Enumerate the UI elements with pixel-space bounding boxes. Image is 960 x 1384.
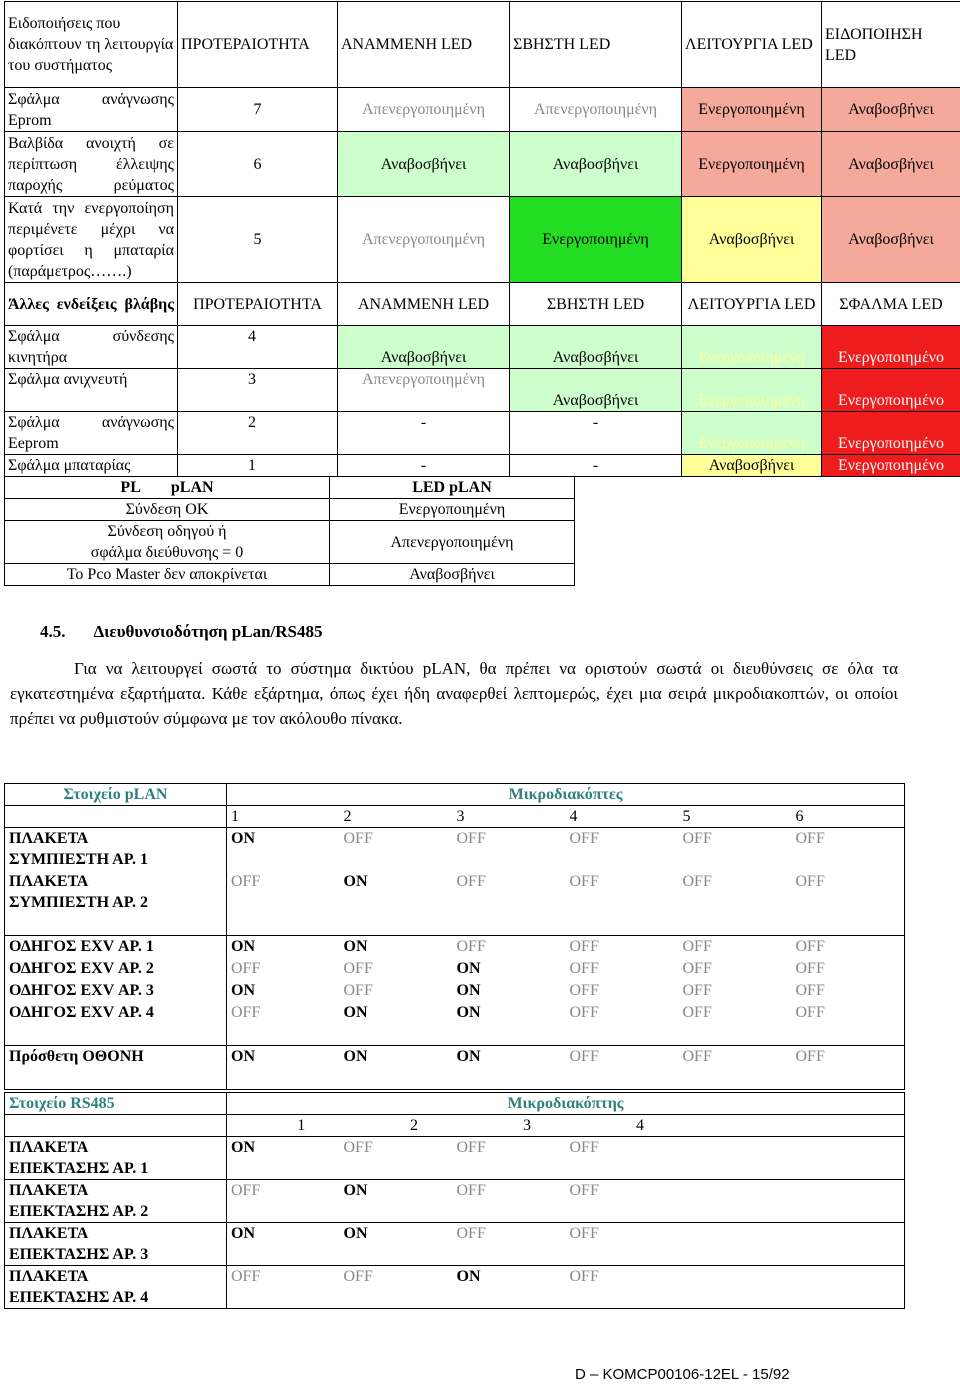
blank-cell (5, 1115, 227, 1137)
header-off-led: ΣΒΗΣΤΗ LED (510, 2, 682, 88)
switch-val: OFF (227, 1002, 340, 1024)
switch-val: ON (340, 936, 453, 958)
row-name: Σφάλμα μπαταρίας (5, 455, 178, 477)
switch-val: OFF (792, 1046, 905, 1068)
switch-val: OFF (679, 936, 792, 958)
switch-val: OFF (682, 960, 712, 977)
plan-led-table (4, 476, 575, 586)
row-priority: 2 (178, 412, 338, 455)
plan-switch-table (4, 783, 905, 1090)
switch-val: OFF (456, 872, 486, 890)
plan-header-plan: pLAN (170, 479, 214, 496)
switch-val: OFF (795, 982, 825, 999)
header-notice-led: ΕΙΔΟΠΟΙΗΣΗ LED (822, 2, 960, 88)
header-on-led: ΑΝΑΜΜΕΝΗ LED (338, 2, 510, 88)
header-notifications: Ειδοποιήσεις που διακόπτουν τη λειτουργία του συστήματος (5, 2, 178, 88)
switch-val: OFF (569, 960, 599, 977)
switch-val: ON (340, 1180, 453, 1223)
plan-header-led: LED pLAN (330, 477, 575, 499)
row-on: Αναβοσβήνει (338, 132, 510, 197)
row-on: Απενεργοποιημένη (338, 88, 510, 132)
switch-num: 4 (566, 806, 679, 828)
switch-val: OFF (792, 828, 905, 871)
row-work: Αναβοσβήνει (682, 455, 822, 477)
switch-val: ON (227, 936, 340, 958)
switch-val: OFF (569, 1004, 599, 1021)
switches-header: Μικροδιακόπτες (227, 784, 905, 806)
switch-val: ON (453, 1266, 566, 1309)
row-off: Αναβοσβήνει (510, 132, 682, 197)
row-off: - (510, 455, 682, 477)
header2-work-led: ΛΕΙΤΟΥΡΓΙΑ LED (682, 283, 822, 326)
switch-val: OFF (566, 936, 679, 958)
switch-val: ON (227, 980, 340, 1002)
section-title: Διευθυνσιοδότηση pLan/RS485 (93, 622, 323, 641)
row-on: Απενεργοποιημένη (338, 369, 510, 412)
header2-off-led: ΣΒΗΣΤΗ LED (510, 283, 682, 326)
switch-val: OFF (453, 1137, 566, 1180)
switch-val: OFF (679, 1046, 792, 1068)
row-off: Αναβοσβήνει (510, 369, 682, 412)
driver-label: ΟΔΗΓΟΣ EXV ΑΡ. 4 (9, 1004, 154, 1021)
plan-header-pl: PL (120, 479, 141, 496)
switch-num: 1 (227, 806, 340, 828)
plan-row-b: Ενεργοποιημένη (330, 499, 575, 521)
switch-val: OFF (682, 1004, 712, 1021)
plan-row-a: Το Pco Master δεν αποκρίνεται (5, 564, 330, 586)
switch-val: ON (456, 960, 481, 977)
led-status-table (4, 1, 960, 477)
plan-row-a: Σύνδεση OK (5, 499, 330, 521)
row-work: Ενεργοποιημένη (682, 132, 822, 197)
switch-val: OFF (566, 1223, 679, 1266)
row-name: Βαλβίδα ανοιχτή σε περίπτωση έλλειψης παροχής ρεύματος (5, 132, 178, 197)
switch-num: 6 (792, 806, 905, 828)
driver-label: ΟΔΗΓΟΣ EXV ΑΡ. 2 (9, 960, 154, 977)
row-name: Σφάλμα ανιχνευτή (5, 369, 178, 412)
switch-val: OFF (227, 958, 340, 980)
driver-label: ΟΔΗΓΟΣ EXV ΑΡ. 1 (5, 936, 227, 958)
switch-num: 4 (566, 1115, 679, 1137)
switch-val: OFF (227, 1180, 340, 1223)
page-footer: D – KOMCP00106-12EL - 15/92 (575, 1366, 790, 1383)
row-priority: 4 (178, 326, 338, 369)
row-priority: 7 (178, 88, 338, 132)
board-label: ΠΛΑΚΕΤΑ ΕΠΕΚΤΑΣΗΣ ΑΡ. 2 (5, 1180, 227, 1223)
header2-other: Άλλες ενδείξεις βλάβης (5, 283, 178, 326)
header-priority: ΠΡΟΤΕΡΑΙΟΤΗΤΑ (178, 2, 338, 88)
row-notice: Αναβοσβήνει (822, 197, 960, 283)
switch-num: 3 (453, 806, 566, 828)
row-work: Αναβοσβήνει (682, 197, 822, 283)
plan-row-b: Απενεργοποιημένη (330, 521, 575, 564)
switch-num: 2 (340, 806, 453, 828)
switch-val: OFF (795, 1004, 825, 1021)
switch-val: OFF (792, 936, 905, 958)
header2-error-led: ΣΦΑΛΜΑ LED (822, 283, 960, 326)
switch-val: OFF (343, 960, 373, 977)
row-on: - (338, 455, 510, 477)
row-notice: Αναβοσβήνει (822, 132, 960, 197)
row-priority: 5 (178, 197, 338, 283)
switch-val: OFF (566, 1046, 679, 1068)
switch-val: OFF (795, 960, 825, 977)
board-label: ΠΛΑΚΕΤΑ ΕΠΕΚΤΑΣΗΣ ΑΡ. 3 (5, 1223, 227, 1266)
row-work: Ενεργοποιημένη (682, 369, 822, 412)
row-on: Αναβοσβήνει (338, 326, 510, 369)
row-off: - (510, 412, 682, 455)
switch-num: 5 (679, 806, 792, 828)
screen-label: Πρόσθετη ΟΘΟΝΗ (5, 1046, 227, 1068)
switch-val: OFF (340, 1266, 453, 1309)
board-label: ΠΛΑΚΕΤΑ ΕΠΕΚΤΑΣΗΣ ΑΡ. 4 (5, 1266, 227, 1309)
section-heading (40, 622, 323, 642)
switch-val: OFF (343, 982, 373, 999)
row-error: Ενεργοποιημένο (822, 412, 960, 455)
rs485-item-header: Στοιχείο RS485 (9, 1095, 115, 1112)
switch-val: OFF (453, 936, 566, 958)
header2-priority: ΠΡΟΤΕΡΑΙΟΤΗΤΑ (178, 283, 338, 326)
row-work: Ενεργοποιημένη (682, 326, 822, 369)
switch-val: ON (453, 1046, 566, 1068)
switch-val: ON (343, 872, 368, 890)
rs485-switch-table (4, 1092, 905, 1309)
plan-item-header: Στοιχείο pLAN (63, 786, 168, 803)
switch-val: OFF (682, 982, 712, 999)
switch-header: Μικροδιακόπτης (227, 1093, 905, 1115)
row-name: Κατά την ενεργοποίηση περιμένετε μέχρι να φορτίσει η μπαταρία (παράμετρος…….) (5, 197, 178, 283)
switch-val: ON (456, 982, 481, 999)
switch-val: ON (227, 828, 340, 871)
row-name: Σφάλμα ανάγνωσης Eeprom (5, 412, 178, 455)
blank-cell (5, 806, 227, 828)
switch-val: ON (227, 1223, 340, 1266)
switch-val: ON (340, 1223, 453, 1266)
row-name: Σφάλμα σύνδεσης κινητήρα (5, 326, 178, 369)
board-label: ΠΛΑΚΕΤΑ ΣΥΜΠΙΕΣΤΗ ΑΡ. 1 (5, 828, 227, 871)
switch-val: OFF (566, 1266, 679, 1309)
switch-num: 3 (453, 1115, 566, 1137)
row-notice: Αναβοσβήνει (822, 88, 960, 132)
switch-val: ON (340, 1046, 453, 1068)
row-on: Απενεργοποιημένη (338, 197, 510, 283)
switch-val: ON (343, 1004, 368, 1021)
row-off: Απενεργοποιημένη (510, 88, 682, 132)
plan-header-left (5, 477, 330, 499)
driver-label: ΟΔΗΓΟΣ EXV ΑΡ. 3 (9, 982, 154, 999)
switch-num: 1 (227, 1115, 340, 1137)
plan-row-b: Αναβοσβήνει (330, 564, 575, 586)
row-error: Ενεργοποιημένο (822, 326, 960, 369)
board-label: ΠΛΑΚΕΤΑ ΣΥΜΠΙΕΣΤΗ ΑΡ. 2 (9, 873, 149, 911)
switch-val: OFF (453, 828, 566, 871)
switch-val: OFF (566, 828, 679, 871)
row-name: Σφάλμα ανάγνωσης Eprom (5, 88, 178, 132)
switch-val: OFF (679, 828, 792, 871)
row-off: Ενεργοποιημένη (510, 197, 682, 283)
switch-val: OFF (795, 872, 825, 890)
section-paragraph: Για να λειτουργεί σωστά το σύστημα δικτύου pLAN, θα πρέπει να οριστούν σωστά οι διευθύνσεις σε όλα τα εγκατεστημένα εξαρτήματα. Κάθε εξάρτημα, όπως έχει ήδη αναφερθεί λεπτομερώς, έχει μια σειρά μικροδιακοπτών, οι οποίοι πρέπει να ρυθμιστούν σύμφωνα με τον ακόλουθο πίνακα. (10, 659, 898, 728)
switch-val: OFF (566, 1137, 679, 1180)
row-error: Ενεργοποιημένο (822, 369, 960, 412)
row-work: Ενεργοποιημένη (682, 412, 822, 455)
switch-val: OFF (682, 872, 712, 890)
switch-val: OFF (340, 828, 453, 871)
row-on: - (338, 412, 510, 455)
row-work: Ενεργοποιημένη (682, 88, 822, 132)
section-number: 4.5. (40, 622, 66, 641)
switch-val: OFF (569, 982, 599, 999)
switch-val: OFF (340, 1137, 453, 1180)
switch-val: OFF (227, 871, 340, 914)
switch-val: OFF (227, 1266, 340, 1309)
header2-on-led: ΑΝΑΜΜΕΝΗ LED (338, 283, 510, 326)
header-work-led: ΛΕΙΤΟΥΡΓΙΑ LED (682, 2, 822, 88)
switch-val: OFF (569, 872, 599, 890)
switch-val: ON (456, 1004, 481, 1021)
switch-val: ON (227, 1046, 340, 1068)
row-error: Ενεργοποιημένο (822, 455, 960, 477)
switch-val: OFF (566, 1180, 679, 1223)
row-priority: 1 (178, 455, 338, 477)
plan-row-a: Σύνδεση οδηγού ή σφάλμα διεύθυνσης = 0 (5, 521, 330, 564)
switch-val: OFF (453, 1223, 566, 1266)
row-priority: 3 (178, 369, 338, 412)
switch-num: 2 (340, 1115, 453, 1137)
row-off: Αναβοσβήνει (510, 326, 682, 369)
switch-val: OFF (453, 1180, 566, 1223)
switch-val: ON (227, 1137, 340, 1180)
row-priority: 6 (178, 132, 338, 197)
board-label: ΠΛΑΚΕΤΑ ΕΠΕΚΤΑΣΗΣ ΑΡ. 1 (5, 1137, 227, 1180)
